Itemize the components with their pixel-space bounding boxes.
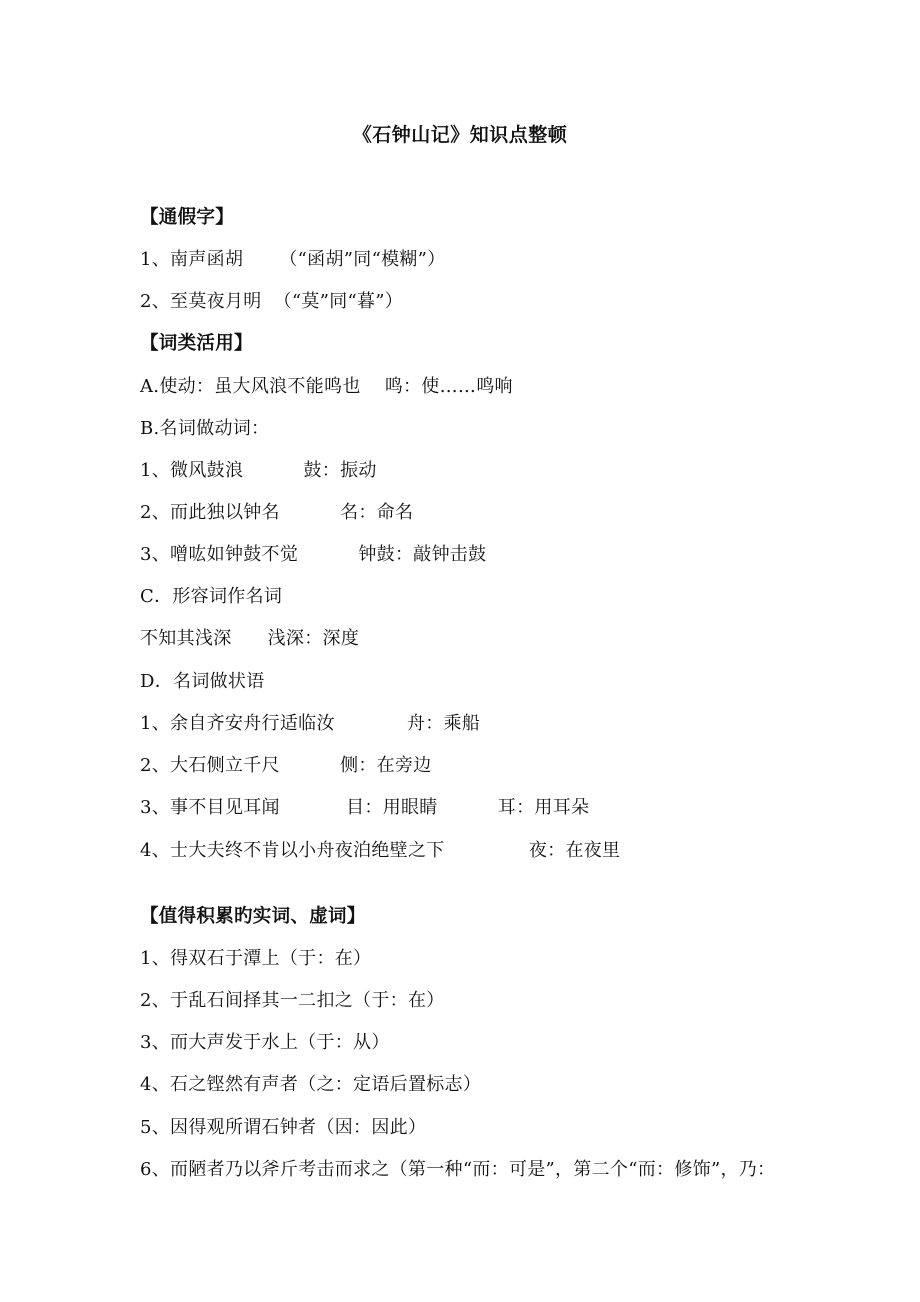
list-item: 1、南声函胡 （“函胡”同“模糊”）	[140, 249, 446, 270]
list-item: B.名词做动词：	[140, 418, 270, 439]
list-item: 2、于乱石间择其一二扣之（于：在）	[140, 990, 445, 1011]
list-item: 3、而大声发于水上（于：从）	[140, 1032, 390, 1053]
list-item: 1、余自齐安舟行适临汝 舟：乘船	[140, 713, 481, 734]
section-heading-tongjiazi: 【通假字】	[140, 207, 235, 228]
section-heading-cileihuoyong: 【词类活用】	[140, 333, 253, 354]
list-item: 4、士大夫终不肯以小舟夜泊绝壁之下 夜：在夜里	[140, 840, 621, 861]
list-item: 5、因得观所谓石钟者（因：因此）	[140, 1117, 427, 1138]
list-item: 3、噌吰如钟鼓不觉 钟鼓：敲钟击鼓	[140, 544, 487, 565]
list-item: 1、微风鼓浪 鼓：振动	[140, 460, 377, 481]
list-item: C．形容词作名词	[140, 586, 283, 607]
section-heading-shici-xuci: 【值得积累旳实词、虚词】	[140, 906, 366, 927]
list-item: 6、而陋者乃以斧斤考击而求之（第一种“而：可是”，第二个“而：修饰”，乃：	[140, 1159, 776, 1180]
list-item: 3、事不目见耳闻 目：用眼睛 耳：用耳朵	[140, 797, 590, 818]
list-item: 4、石之铿然有声者（之：定语后置标志）	[140, 1074, 482, 1095]
list-item: 2、至莫夜月明 （“莫”同“暮”）	[140, 291, 404, 312]
list-item: D．名词做状语	[140, 671, 265, 692]
list-item: 2、而此独以钟名 名：命名	[140, 502, 414, 523]
list-item: 1、得双石于潭上（于：在）	[140, 948, 372, 969]
list-item: A.使动：虽大风浪不能鸣也 鸣：使……鸣响	[140, 376, 513, 397]
document-title: 《石钟山记》知识点整顿	[352, 124, 568, 146]
list-item: 2、大石侧立千尺 侧：在旁边	[140, 755, 432, 776]
list-item: 不知其浅深 浅深：深度	[140, 628, 360, 649]
